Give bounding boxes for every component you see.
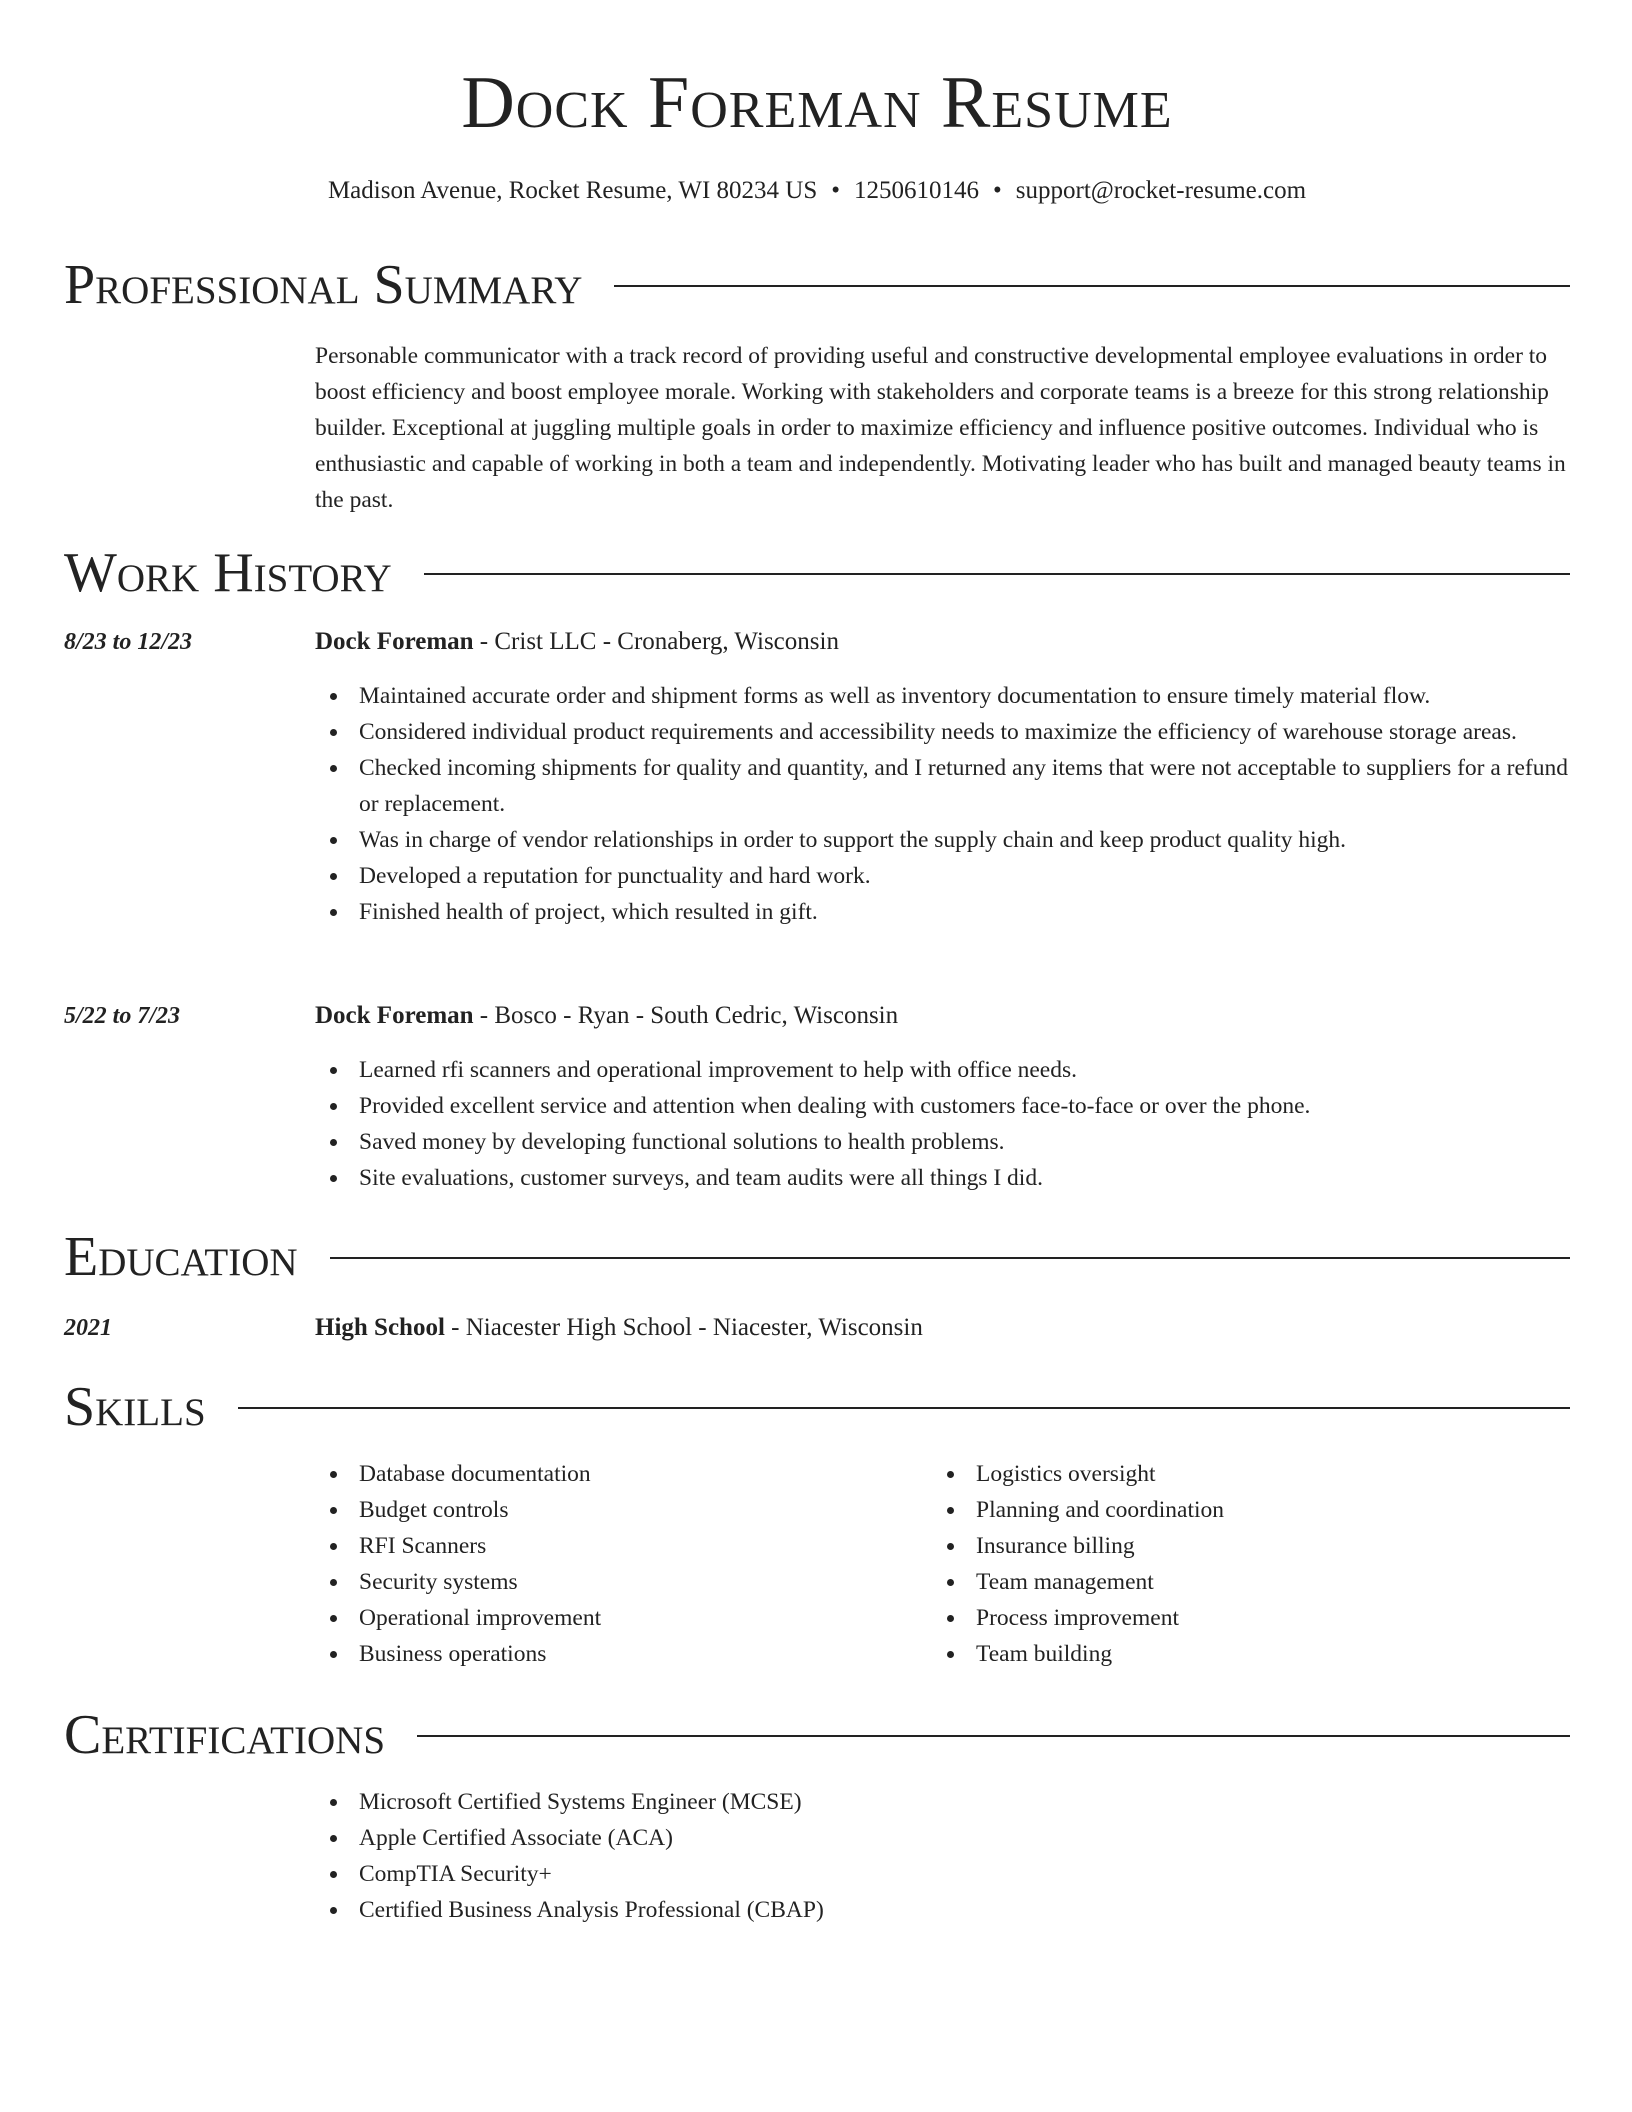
section-divider bbox=[614, 285, 1570, 287]
list-item: Business operations bbox=[359, 1636, 1570, 1672]
section-title: Education bbox=[64, 1226, 298, 1288]
list-item: Was in charge of vendor relationships in order to support the supply chain and keep product quality high. bbox=[359, 822, 1570, 858]
section-divider bbox=[417, 1735, 1570, 1737]
certifications-section-header bbox=[64, 1700, 1570, 1770]
certifications-list bbox=[315, 1784, 1570, 1928]
list-item: Developed a reputation for punctuality and hard work. bbox=[359, 858, 1570, 894]
list-item: Operational improvement bbox=[359, 1600, 1570, 1636]
list-item: RFI Scanners bbox=[359, 1528, 1570, 1564]
list-item: Insurance billing bbox=[976, 1528, 1632, 1564]
list-item: Logistics oversight bbox=[976, 1456, 1632, 1492]
list-item: Team building bbox=[976, 1636, 1632, 1672]
list-item: Database documentation bbox=[359, 1456, 1570, 1492]
list-item: Learned rfi scanners and operational improvement to help with office needs. bbox=[359, 1052, 1570, 1088]
contact-line bbox=[64, 174, 1570, 208]
skills-section-header bbox=[64, 1372, 1570, 1442]
separator: • bbox=[831, 177, 840, 204]
job-dates: 5/22 to 7/23 bbox=[64, 1003, 181, 1029]
education-section-header bbox=[64, 1222, 1570, 1292]
section-divider bbox=[238, 1407, 1570, 1409]
job-bullets bbox=[315, 1052, 1570, 1196]
list-item: Process improvement bbox=[976, 1600, 1632, 1636]
list-item: Saved money by developing functional solutions to health problems. bbox=[359, 1124, 1570, 1160]
job-title-line bbox=[315, 998, 898, 1034]
list-item: Considered individual product requirements and accessibility needs to maximize the efficiency of warehouse storage areas. bbox=[359, 714, 1570, 750]
list-item: CompTIA Security+ bbox=[359, 1856, 1570, 1892]
summary-text: Personable communicator with a track record of providing useful and constructive developmental employee evaluations in order to boost efficiency and boost employee morale. Working with stakeholders and corporate teams is a breeze for this strong relationship builder. Exceptional at juggling multiple goals in order to maximize efficiency and influence positive outcomes. Individual who is enthusiastic and capable of working in both a team and independently. Motivating leader who has built and managed beauty teams in the past. bbox=[315, 343, 1566, 513]
address: Madison Avenue, Rocket Resume, WI 80234 US bbox=[327, 177, 818, 204]
education-line bbox=[315, 1310, 923, 1346]
education-details: - Niacester High School - Niacester, Wisconsin bbox=[444, 1314, 923, 1341]
summary-section-header bbox=[64, 250, 1570, 320]
separator: • bbox=[993, 177, 1002, 204]
list-item: Finished health of project, which resulted in gift. bbox=[359, 894, 1570, 930]
list-item: Security systems bbox=[359, 1564, 1570, 1600]
list-item: Team management bbox=[976, 1564, 1632, 1600]
section-title: Skills bbox=[64, 1376, 206, 1438]
skills-list-right bbox=[932, 1456, 1632, 1672]
job-bullets bbox=[315, 678, 1570, 930]
job-details: - Bosco - Ryan - South Cedric, Wisconsin bbox=[473, 1002, 899, 1029]
email: support@rocket-resume.com bbox=[1015, 177, 1307, 204]
page-title: Dock Foreman Resume bbox=[461, 62, 1173, 144]
list-item: Provided excellent service and attention when dealing with customers face-to-face or over the phone. bbox=[359, 1088, 1570, 1124]
job-dates: 8/23 to 12/23 bbox=[64, 629, 193, 655]
list-item: Site evaluations, customer surveys, and team audits were all things I did. bbox=[359, 1160, 1570, 1196]
section-title: Professional Summary bbox=[64, 254, 583, 316]
list-item: Certified Business Analysis Professional (CBAP) bbox=[359, 1892, 1570, 1928]
list-item: Checked incoming shipments for quality and quantity, and I returned any items that were not acceptable to suppliers for a refund or replacement. bbox=[359, 750, 1570, 822]
section-divider bbox=[330, 1257, 1570, 1259]
section-title: Certifications bbox=[64, 1704, 386, 1766]
list-item: Apple Certified Associate (ACA) bbox=[359, 1820, 1570, 1856]
list-item: Microsoft Certified Systems Engineer (MCSE) bbox=[359, 1784, 1570, 1820]
education-degree: High School bbox=[315, 1314, 445, 1341]
section-divider bbox=[424, 573, 1570, 575]
job-title-line bbox=[315, 624, 839, 660]
list-item: Maintained accurate order and shipment forms as well as inventory documentation to ensure timely material flow. bbox=[359, 678, 1570, 714]
list-item: Planning and coordination bbox=[976, 1492, 1632, 1528]
work-history-section-header bbox=[64, 538, 1570, 608]
education-year: 2021 bbox=[64, 1315, 112, 1341]
section-title: Work History bbox=[64, 542, 392, 604]
job-role: Dock Foreman bbox=[315, 628, 474, 655]
job-details: - Crist LLC - Cronaberg, Wisconsin bbox=[473, 628, 839, 655]
job-role: Dock Foreman bbox=[315, 1002, 474, 1029]
list-item: Budget controls bbox=[359, 1492, 1570, 1528]
phone: 1250610146 bbox=[854, 177, 979, 204]
